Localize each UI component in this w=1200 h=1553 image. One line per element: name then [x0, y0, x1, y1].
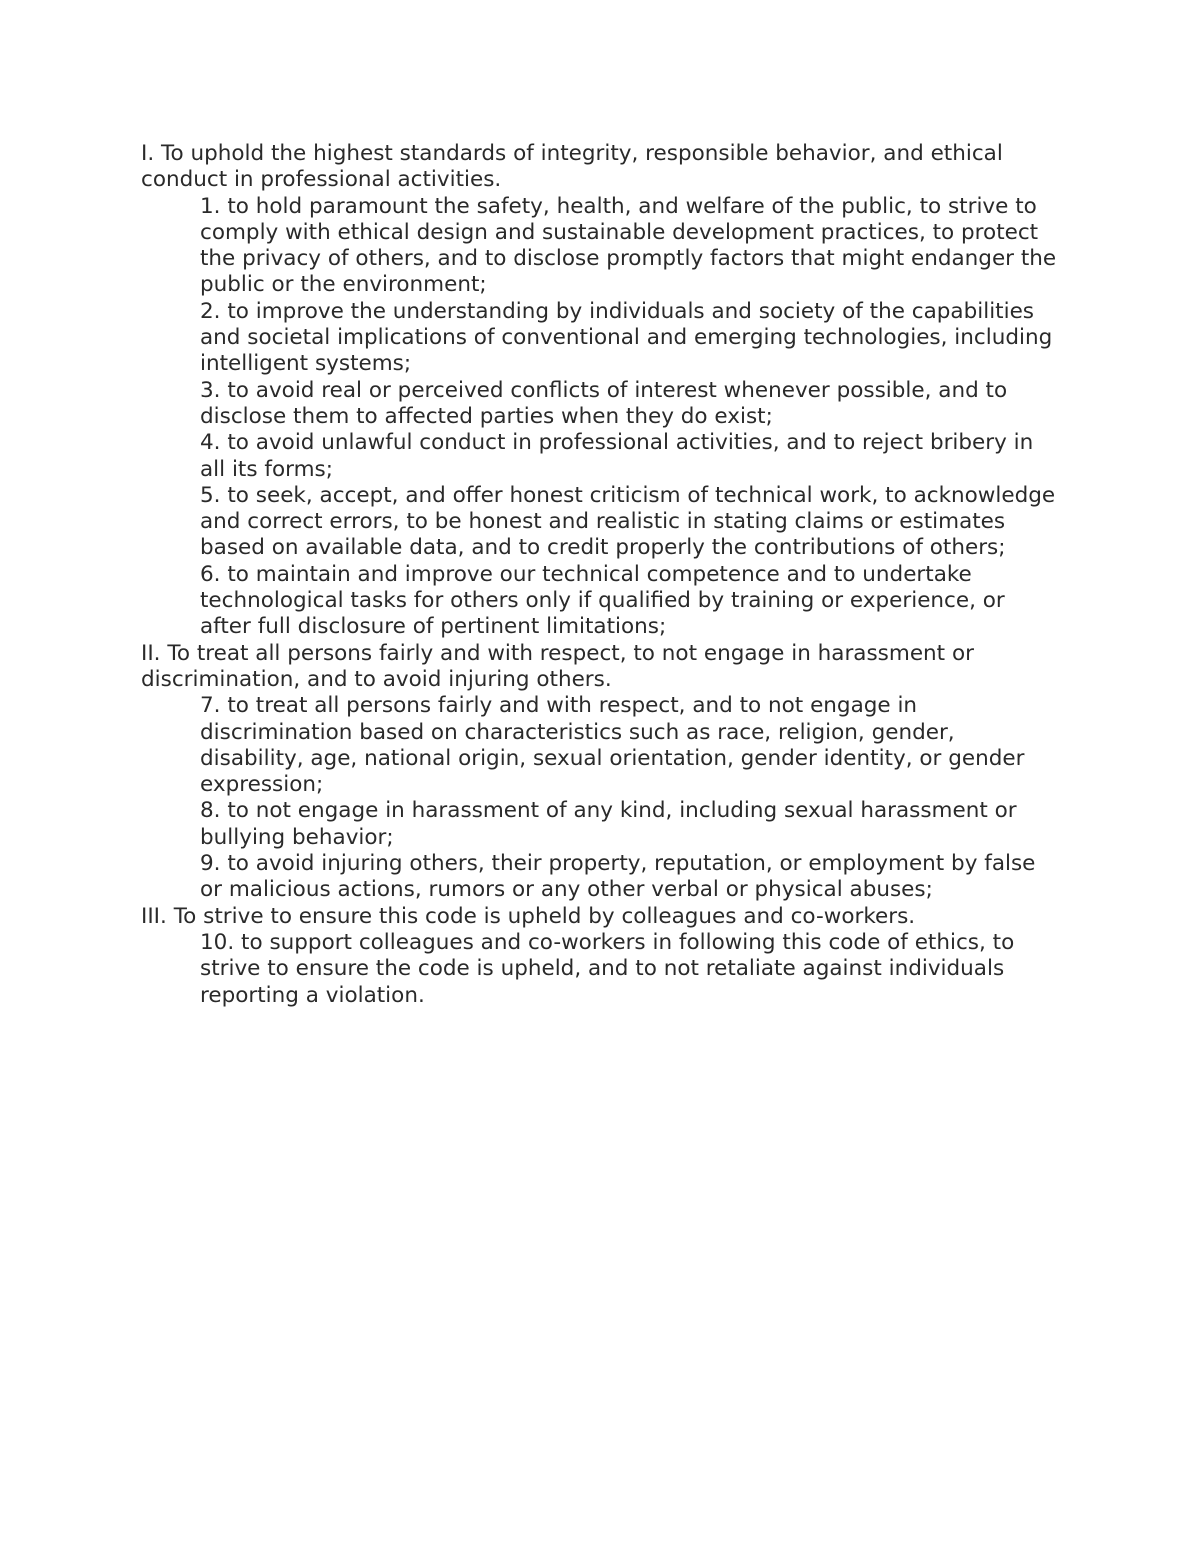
section-heading: I. To uphold the highest standards of integrity, responsible behavior, and ethical conduct in professional activities.	[141, 141, 1003, 193]
section-heading: II. To treat all persons fairly and with respect, to not engage in harassment or discrimination, and to avoid injuring others.	[141, 640, 974, 692]
section-heading: III. To strive to ensure this code is upheld by colleagues and co-workers.	[141, 903, 916, 929]
code-item: 10. to support colleagues and co-workers in following this code of ethics, to strive to ensure the code is upheld, and to not retaliate against individuals reporting a violation.	[200, 929, 1015, 1008]
code-item: 1. to hold paramount the safety, health, and welfare of the public, to strive to comply with ethical design and sustainable development practices, to protect the privacy of others, and to disclose promptly factors that might endanger the public or the environment;	[200, 193, 1057, 298]
code-item: 5. to seek, accept, and offer honest criticism of technical work, to acknowledge and correct errors, to be honest and realistic in stating claims or estimates based on available data, and to credit properly the contributions of others;	[200, 482, 1056, 561]
code-item: 3. to avoid real or perceived conflicts of interest whenever possible, and to disclose them to affected parties when they do exist;	[200, 377, 1008, 429]
code-item: 7. to treat all persons fairly and with respect, and to not engage in discrimination based on characteristics such as race, religion, gender, disability, age, national origin, sexual orientation, gender identity, or gender expression;	[200, 693, 1025, 798]
document-body	[141, 141, 1061, 1009]
code-item: 6. to maintain and improve our technical competence and to undertake technological tasks for others only if qualified by training or experience, or after full disclosure of pertinent limitations;	[200, 561, 1005, 640]
code-item: 2. to improve the understanding by individuals and society of the capabilities and societal implications of conventional and emerging technologies, including intelligent systems;	[200, 298, 1053, 377]
code-item: 9. to avoid injuring others, their property, reputation, or employment by false or malicious actions, rumors or any other verbal or physical abuses;	[200, 851, 1036, 903]
code-item: 8. to not engage in harassment of any kind, including sexual harassment or bullying behavior;	[200, 798, 1017, 850]
code-item: 4. to avoid unlawful conduct in professional activities, and to reject bribery in all its forms;	[200, 430, 1034, 482]
